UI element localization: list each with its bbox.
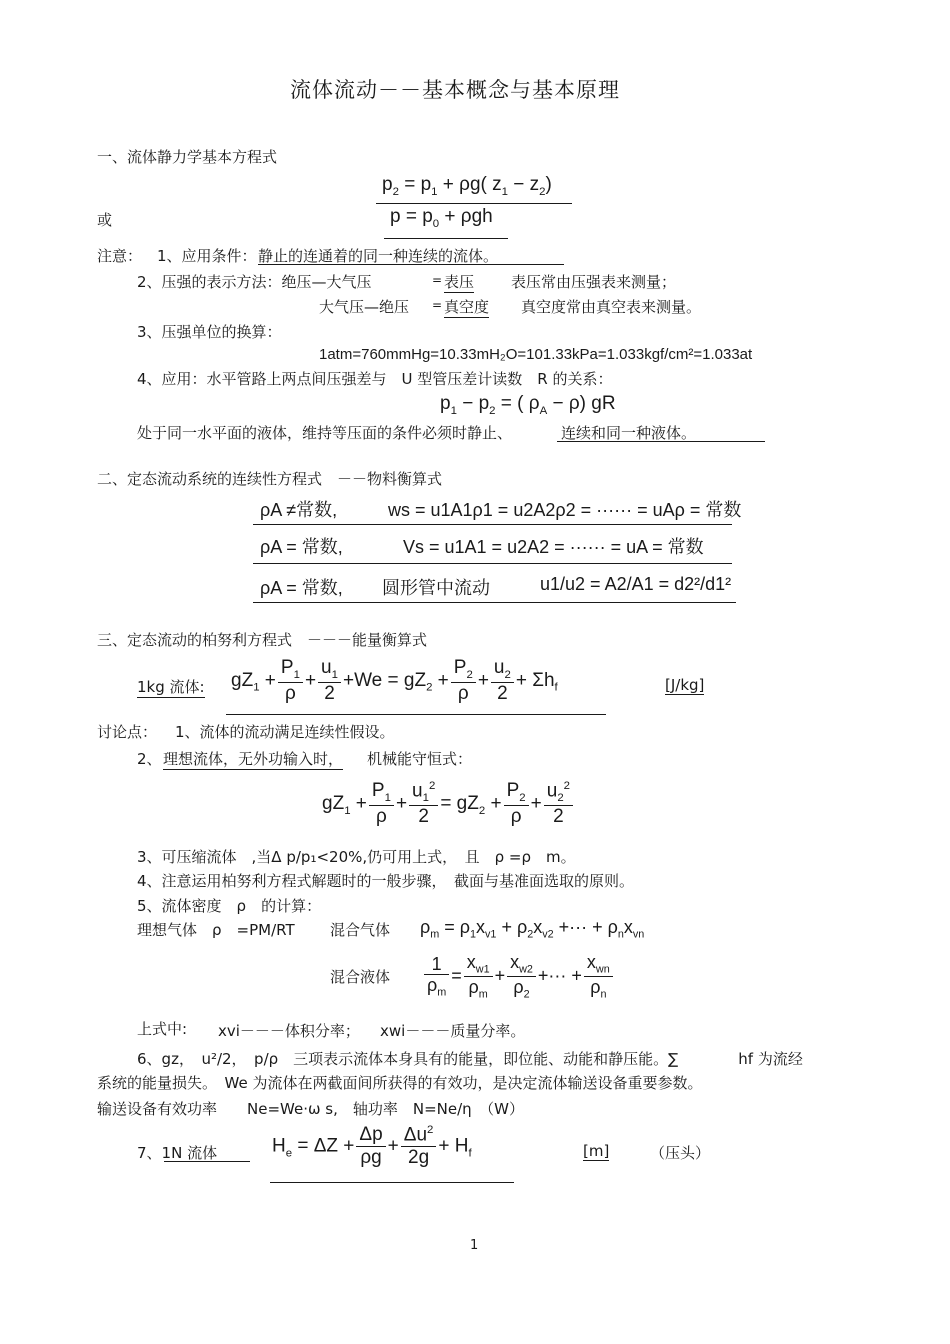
- continuity-row-1-cond: ρA ≠常数,: [260, 500, 338, 520]
- section-1-heading: 一、流体静力学基本方程式: [97, 148, 278, 166]
- ideal-gas-density: 理想气体 ρ =PM/RT: [137, 921, 295, 939]
- note-3: 3、压强单位的换算：: [137, 323, 282, 341]
- discussion-3: 3、可压缩流体 ,当Δ p/p₁<20%,仍可用上式， 且 ρ =ρ m。: [137, 848, 576, 866]
- bernoulli-head-equation: $H_e = \Delta Z$ + $\frac{\Delta p}{\rho g}$ + $\frac{\Delta u^2}{2g}$ + $H_f$: [272, 1124, 472, 1169]
- unit-meter: [m]: [583, 1142, 610, 1160]
- discussion-6-a: 6、gz， u²/2， p/ρ 三项表示流体本身具有的能量，即位能、动能和静压能。∑ hf 为流经: [137, 1050, 803, 1068]
- rule: [253, 524, 732, 525]
- rule: [226, 714, 606, 715]
- discussion-5: 5、流体密度 ρ 的计算：: [137, 897, 322, 915]
- note-4-tail-a: 处于同一水平面的液体，维持等压面的条件必须时静止、: [137, 424, 513, 442]
- rule: [253, 563, 732, 564]
- volume-fraction-def: xvi－－－体积分率；: [218, 1022, 360, 1040]
- mixed-gas-formula: $\rho_m = \rho_1x_{v1} + \rho_2x_{v2}$ +··· + $\rho_nx_{vn}$: [420, 917, 645, 941]
- section-3-heading: 三、定态流动的柏努利方程式 －－－能量衡算式: [97, 631, 428, 649]
- note-1-a: 1、应用条件：: [157, 247, 257, 265]
- formula-hydrostatic-1: $p_2 = p_1 + \rho g$( $z_1 - z_2$): [382, 174, 552, 198]
- note-4-tail-b: 连续和同一种液体。: [561, 424, 697, 442]
- note-2-d: 大气压—绝压: [319, 298, 410, 316]
- page-number: 1: [470, 1238, 479, 1253]
- continuity-row-2-cond: ρA = 常数,: [260, 537, 343, 557]
- rule: [253, 602, 736, 603]
- discussion-2-a: 2、: [137, 750, 162, 768]
- continuity-row-3-cond: ρA = 常数,: [260, 578, 343, 598]
- note-2-f: 真空度: [444, 298, 490, 316]
- rule: [258, 264, 564, 265]
- discussion-6-c: 输送设备有效功率 Ne=We·ω s, 轴功率 N=Ne/η （W）: [97, 1100, 525, 1118]
- rule: [270, 1182, 514, 1183]
- formula-hydrostatic-2: $p = p_0 + \rho gh$: [390, 206, 493, 230]
- or-label: 或: [97, 211, 113, 229]
- continuity-row-3-eq: u1/u2 = A2/A1 = d2²/d1²: [540, 574, 732, 594]
- continuity-row-1-eq: ws = u1A1ρ1 = u2A2ρ2 = ······ = uAρ = 常数: [388, 500, 742, 520]
- note-4: 4、应用：水平管路上两点间压强差与 U 型管压差计读数 R 的关系：: [137, 370, 613, 388]
- mixed-liquid-formula: $\frac{1}{\rho_m}$ = $\frac{x_{w1}}{\rho_m}$ + $\frac{x_{w2}}{\rho_2}$ +··· + $\frac{x_{wn}}{\rho_n}$: [422, 952, 615, 1001]
- continuity-row-2-eq: Vs = u1A1 = u2A2 = ······ = uA = 常数: [403, 537, 704, 557]
- discussion-7-label: 7、1N 流体: [137, 1144, 218, 1162]
- section-2-heading: 二、定态流动系统的连续性方程式 －－物料衡算式: [97, 470, 443, 488]
- note-2-e: =: [432, 298, 443, 312]
- note-1-b: 静止的连通着的同一种连续的流体。: [258, 247, 499, 265]
- discussion-2-b: 理想流体，无外功输入时，: [163, 750, 344, 768]
- mass-fraction-def: xwi－－－质量分率。: [380, 1022, 526, 1040]
- formula-u-tube: $p_1 - p_2$ = ( $\rho_A - \rho$) gR: [440, 393, 616, 417]
- note-2-g: 真空度常由真空表来测量。: [521, 298, 702, 316]
- discussion-lead: 讨论点：: [97, 723, 158, 741]
- one-kg-label: 1kg 流体:: [137, 678, 205, 696]
- page-title: 流体流动－－基本概念与基本原理: [290, 78, 620, 102]
- note-2-eq: =: [432, 273, 443, 287]
- continuity-row-3-text: 圆形管中流动: [382, 578, 490, 598]
- note-2-c: 表压常由压强表来测量；: [511, 273, 677, 291]
- unit-j-kg: [J/kg]: [665, 676, 705, 694]
- note-2-a: 2、压强的表示方法：绝压—大气压: [137, 273, 372, 291]
- head-note: （压头）: [650, 1144, 711, 1162]
- bernoulli-ideal: $gZ_1$ + $\frac{P_1}{\rho}$ + $\frac{u_1^2}{2}$ = $gZ_2$ + $\frac{P_2}{\rho}$ + $\frac{u_2^2}{2}$: [322, 780, 575, 828]
- discussion-1: 1、流体的流动满足连续性假设。: [175, 723, 395, 741]
- rule: [376, 203, 572, 204]
- discussion-6-b: 系统的能量损失。 We 为流体在两截面间所获得的有效功，是决定流体输送设备重要参数。: [97, 1074, 703, 1092]
- rule: [164, 1161, 250, 1162]
- rule: [384, 238, 508, 239]
- mixed-gas-label: 混合气体: [330, 921, 391, 939]
- note-2-b: 表压: [444, 273, 475, 291]
- where-label: 上式中:: [137, 1020, 188, 1038]
- bernoulli-equation-kg: $gZ_1$ + $\frac{P_1}{\rho}$ + $\frac{u_1}{2}$ $+We = gZ_2$ + $\frac{P_2}{\rho}$ + $\frac{u_2}{2}$ + $\Sigma h_f$: [231, 657, 558, 704]
- discussion-2-c: 机械能守恒式：: [367, 750, 473, 768]
- mixed-liquid-label: 混合液体: [330, 968, 391, 986]
- discussion-4: 4、注意运用柏努利方程式解题时的一般步骤， 截面与基准面选取的原则。: [137, 872, 635, 890]
- unit-conversion: 1atm=760mmHg=10.33mH₂O=101.33kPa=1.033kgf/cm²=1.033at: [319, 346, 753, 363]
- rule: [557, 441, 765, 442]
- note-lead: 注意：: [97, 247, 143, 265]
